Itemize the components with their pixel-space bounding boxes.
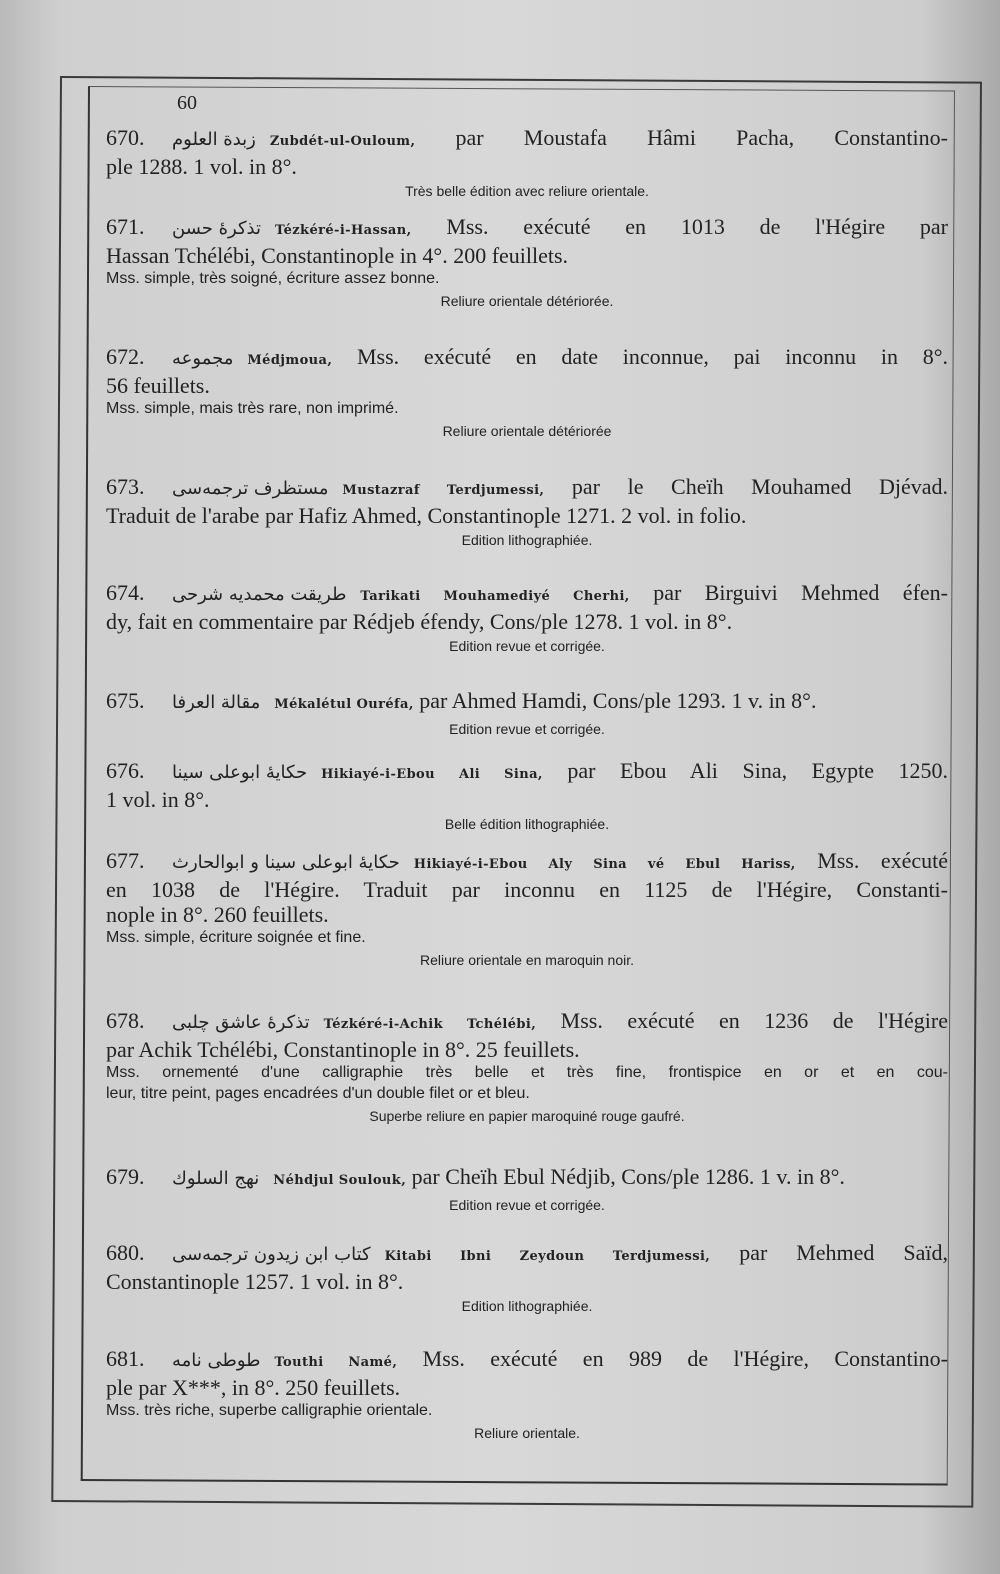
entry-text: Hassan Tchélébi, Constantinople in 4°. 200 feuillets. (106, 243, 569, 268)
entry-text-line (106, 1164, 948, 1193)
transliterated-title: Tézkéré-i-Hassan, (275, 223, 412, 238)
transliterated-title: Mékalétul Ouréfa, (274, 697, 414, 712)
entry-text-line (106, 902, 948, 927)
binding-note: Edition revue et corrigée. (449, 638, 605, 654)
entry-text-line (106, 1346, 948, 1375)
entry-text: par le Cheïh Mouhamed Djévad. (571, 474, 948, 499)
catalog-entry (106, 848, 948, 968)
arabic-title: حكايهٔ ابوعلى سينا و ابوالحارث (172, 852, 400, 873)
binding-note: Reliure orientale détériorée (442, 423, 612, 439)
entry-text-line (106, 1269, 948, 1294)
transliterated-title: Zubdét-ul-Ouloum, (269, 134, 416, 149)
entry-description: Mss. simple, très soigné, écriture assez bonne. (106, 270, 440, 287)
arabic-title: مقالة العرفا (172, 692, 261, 713)
entry-text: en 1038 de l'Hégire. Traduit par inconnu en 1125 de l'Hégire, Constanti- (106, 877, 948, 902)
entry-text: dy, fait en commentaire par Rédjeb éfendy, Cons/ple 1278. 1 vol. in 8°. (106, 609, 733, 634)
transliterated-title: Hikiayé-i-Ebou Ali Sina, (321, 767, 543, 782)
catalog-entry (106, 580, 948, 654)
binding-note: Edition revue et corrigée. (449, 721, 605, 737)
entry-text-line (106, 214, 948, 243)
arabic-title: حكايهٔ ابوعلى سينا (172, 762, 308, 783)
entry-number: 679. (106, 1164, 145, 1189)
binding-note: Edition revue et corrigée. (449, 1197, 605, 1213)
entry-text: par Achik Tchélébi, Constantinople in 8°. 25 feuillets. (106, 1037, 580, 1062)
binding-note: Edition lithographiée. (461, 532, 593, 548)
entry-text: Mss. exécuté en 1013 de l'Hégire par (446, 214, 948, 239)
entry-description: Mss. très riche, superbe calligraphie orientale. (106, 1402, 433, 1419)
entry-text-line (106, 503, 948, 528)
catalog-entry (106, 758, 948, 832)
entry-text-line (106, 787, 948, 812)
arabic-title: طريقت محمديه شرحى (172, 584, 347, 605)
transliterated-title: Touthi Namé, (274, 1355, 398, 1370)
entry-description: Mss. simple, mais très rare, non imprimé. (106, 400, 399, 417)
entry-number: 670. (106, 125, 145, 150)
entry-text-line (106, 580, 948, 609)
arabic-title: زبدة العلوم (172, 129, 256, 150)
binding-note: Reliure orientale détériorée. (440, 293, 614, 309)
transliterated-title: Mustazraf Terdjumessi, (342, 483, 545, 498)
entry-text: par Ahmed Hamdi, Cons/ple 1293. 1 v. in 8°. (419, 688, 817, 713)
entry-text: par Ebou Ali Sina, Egypte 1250. (567, 758, 949, 783)
entry-number: 673. (106, 474, 145, 499)
entry-description: leur, titre peint, pages encadrées d'un double filet or et bleu. (106, 1085, 530, 1102)
entry-text-line (106, 1037, 948, 1062)
entry-text: 1 vol. in 8°. (106, 787, 210, 812)
entry-text: Mss. exécuté en 989 de l'Hégire, Constantino- (422, 1346, 949, 1371)
entry-text: Mss. exécuté en 1236 de l'Hégire (560, 1008, 948, 1033)
arabic-title: تذكرهٔ عاشق چلبى (172, 1012, 310, 1033)
catalog-entry (106, 344, 948, 439)
entry-number: 671. (106, 214, 145, 239)
entry-text-line (106, 688, 948, 717)
entry-text: par Cheïh Ebul Nédjib, Cons/ple 1286. 1 v. in 8°. (411, 1164, 845, 1189)
entry-text: Mss. exécuté en date inconnue, pai inconnu in 8°. (357, 344, 948, 369)
transliterated-title: Hikiayé-i-Ebou Aly Sina vé Ebul Hariss, (413, 857, 796, 872)
binding-note: Superbe reliure en papier maroquiné rouge gaufré. (369, 1108, 685, 1124)
arabic-title: تذكرهٔ حسن (172, 218, 261, 239)
entry-text-line (106, 758, 948, 787)
entry-text: par Moustafa Hâmi Pacha, Constantino- (455, 125, 948, 150)
entry-number: 678. (106, 1008, 145, 1033)
entry-number: 681. (106, 1346, 145, 1371)
binding-note: Reliure orientale en maroquin noir. (419, 952, 634, 968)
transliterated-title: Tézkéré-i-Achik Tchélébi, (323, 1017, 537, 1032)
entry-text-line (106, 1008, 948, 1037)
entry-text-line (106, 373, 948, 398)
entry-number: 676. (106, 758, 145, 783)
entry-text-line (106, 877, 948, 902)
entry-number: 674. (106, 580, 145, 605)
entry-text: nople in 8°. 260 feuillets. (106, 902, 329, 927)
arabic-title: كتاب ابن زيدون ترجمه‌سى (172, 1244, 371, 1265)
entry-text-line (106, 125, 948, 154)
binding-note: Belle édition lithographiée. (444, 816, 610, 832)
catalog-entry (106, 474, 948, 548)
catalog-entry (106, 125, 948, 199)
catalog-entry (106, 688, 948, 737)
entry-number: 672. (106, 344, 145, 369)
entry-description: Mss. simple, écriture soignée et fine. (106, 929, 366, 946)
entry-text-line (106, 474, 948, 503)
arabic-title: مجموعه (172, 348, 234, 369)
entry-text-line (106, 609, 948, 634)
entry-text: Mss. exécuté (817, 848, 949, 873)
arabic-title: طوطى نامه (172, 1350, 261, 1371)
entry-text: ple par X***, in 8°. 250 feuillets. (106, 1375, 401, 1400)
catalog-entry (106, 1008, 948, 1124)
entry-text: ple 1288. 1 vol. in 8°. (106, 154, 297, 179)
entry-text-line (106, 1240, 948, 1269)
entry-number: 677. (106, 848, 145, 873)
transliterated-title: Tarikati Mouhamediyé Cherhi, (360, 589, 630, 604)
entry-text-line (106, 243, 948, 268)
entry-text-line (106, 344, 948, 373)
arabic-title: نهج السلوك (172, 1168, 260, 1189)
catalog-entry (106, 1240, 948, 1314)
transliterated-title: Kitabi Ibni Zeydoun Terdjumessi, (384, 1249, 711, 1264)
transliterated-title: Médjmoua, (247, 353, 333, 368)
entry-text-line (106, 1375, 948, 1400)
entry-text: Constantinople 1257. 1 vol. in 8°. (106, 1269, 404, 1294)
entry-text: par Mehmed Saïd, (739, 1240, 948, 1265)
catalog-entry (106, 1164, 948, 1213)
binding-note: Reliure orientale. (474, 1425, 580, 1441)
entry-text-line (106, 848, 948, 877)
page-number: 60 (177, 92, 197, 114)
entry-text: par Birguivi Mehmed éfen- (653, 580, 948, 605)
arabic-title: مستظرف ترجمه‌سی (172, 478, 329, 499)
entry-number: 680. (106, 1240, 145, 1265)
entry-text: Traduit de l'arabe par Hafiz Ahmed, Constantinople 1271. 2 vol. in folio. (106, 503, 747, 528)
binding-note: Très belle édition avec reliure orientale. (405, 183, 649, 199)
entry-text-line (106, 154, 948, 179)
catalog-entry (106, 1346, 948, 1441)
entry-text: 56 feuillets. (106, 373, 210, 398)
catalog-entry (106, 214, 948, 309)
transliterated-title: Néhdjul Soulouk, (273, 1173, 407, 1188)
entry-description: Mss. ornementé d'une calligraphie très belle et très fine, frontispice en or et en cou- (106, 1064, 948, 1081)
binding-note: Edition lithographiée. (461, 1298, 593, 1314)
entry-number: 675. (106, 688, 145, 713)
